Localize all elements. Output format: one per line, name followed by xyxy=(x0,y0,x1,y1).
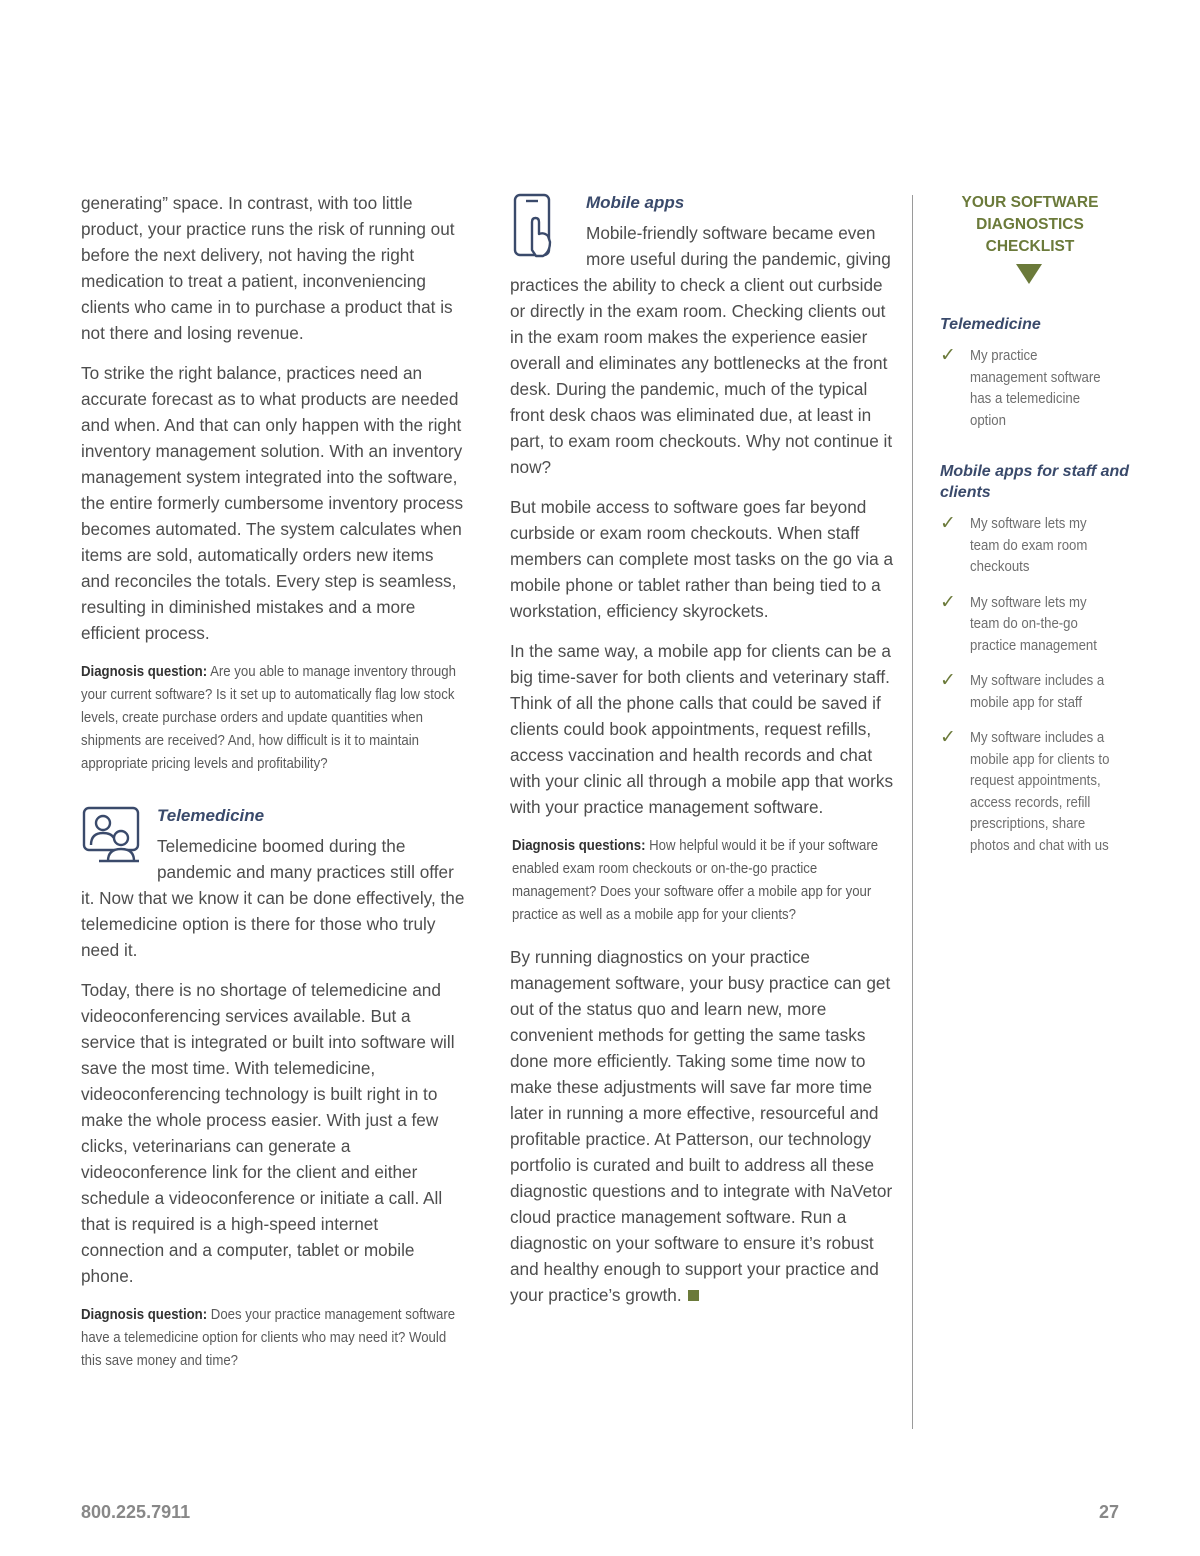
checklist-title-line: YOUR SOFTWARE xyxy=(961,194,1099,211)
inventory-paragraph-2: To strike the right balance, practices need an accurate forecast as to what products are needed and when. And that can only happen with the right inventory management solution. With an inventory management system integrated into the software, the entire formerly cumbersome inventory process becomes automated. The system calculates when items are sold, automatically orders new items and reconciles the totals. Every step is seamless, resulting in diminished mistakes and a more efficient process. xyxy=(81,363,464,643)
mobile-phone-icon xyxy=(510,192,572,262)
checklist-item xyxy=(940,513,1130,578)
diagnostics-checklist-sidebar xyxy=(940,190,1130,876)
diagnosis-text: Are you able to manage inventory through your current software? Is it set up to automatically flag low stock levels, create purchase orders and update quantities when shipments are received? And, how difficult is it to maintain appropriate pricing levels and profitability? xyxy=(81,663,456,772)
checkmark-icon: ✓ xyxy=(940,727,956,748)
checklist-item-text: My software includes a mobile app for clients to request appointments, access records, refill prescriptions, share photos and chat with us xyxy=(970,729,1110,854)
checklist-item xyxy=(940,592,1130,657)
inventory-diagnosis-question xyxy=(81,660,464,775)
checklist-item xyxy=(940,345,1130,431)
mobile-apps-section xyxy=(510,190,895,480)
checkmark-icon: ✓ xyxy=(940,345,956,366)
telemedicine-heading: Telemedicine xyxy=(157,806,265,825)
client-app-paragraph: In the same way, a mobile app for clients can be a big time-saver for both clients and veterinary staff. Think of all the phone calls that could be saved if clients could book appointments, request refills, access vaccination and health records and chat with your clinic all through a mobile app that works with your practice management software. xyxy=(510,641,894,817)
checklist-group-telemedicine xyxy=(940,314,1130,431)
checklist-title-line: CHECKLIST xyxy=(985,238,1075,255)
checklist-group-heading: Mobile apps for staff and clients xyxy=(940,463,1130,501)
column-divider xyxy=(912,195,913,1429)
page-number: 27 xyxy=(1098,1502,1119,1522)
mobile-apps-heading: Mobile apps xyxy=(586,193,685,212)
left-column xyxy=(81,190,466,1390)
checkmark-icon: ✓ xyxy=(940,670,956,691)
footer-phone-number: 800.225.7911 xyxy=(81,1502,191,1522)
inventory-paragraph-1: generating” space. In contrast, with too little product, your practice runs the risk of running out before the next delivery, not having the right medication to treat a patient, inconveniencing clients who came in to purchase a product that is not there and losing revenue. xyxy=(81,193,455,343)
diagnosis-label: Diagnosis question: xyxy=(81,663,208,680)
mobile-diagnosis-questions xyxy=(512,834,895,926)
telemedicine-paragraph-1: Telemedicine boomed during the pandemic and many practices still offer it. Now that we know it can be done effectively, the telemedicine option is there for those who truly need it. xyxy=(81,836,465,960)
mobile-access-paragraph: But mobile access to software goes far beyond curbside or exam room checkouts. When staff members can complete most tasks on the go via a mobile phone or tablet rather than being tied to a workstation, efficiency skyrockets. xyxy=(510,497,894,621)
end-of-article-mark xyxy=(688,1290,699,1301)
telemedicine-icon xyxy=(81,805,143,867)
checklist-item-text: My software lets my team do exam room checkouts xyxy=(970,515,1088,575)
telemedicine-paragraph-2: Today, there is no shortage of telemedicine and videoconferencing services available. But a service that is integrated or built into software will save the most time. With telemedicine, videoconferencing technology is built right in to make the whole process easier. With just a few clicks, veterinarians can generate a videoconference link for the client and either schedule a videoconference or initiate a call. All that is required is a high-speed internet connection and a computer, tablet or mobile phone. xyxy=(81,980,455,1286)
checklist-item-text: My software includes a mobile app for staff xyxy=(970,672,1105,711)
checklist-group-heading: Telemedicine xyxy=(940,316,1041,333)
checkmark-icon: ✓ xyxy=(940,591,956,613)
diagnosis-text: Does your practice management software have a telemedicine option for clients who may need it? Would this save money and time? xyxy=(81,1306,456,1369)
down-triangle-icon xyxy=(1016,264,1042,284)
checklist-title-line: DIAGNOSTICS xyxy=(976,216,1084,233)
diagnosis-label: Diagnosis question: xyxy=(81,1306,208,1323)
conclusion-paragraph xyxy=(510,944,895,1308)
checklist-title xyxy=(940,192,1130,258)
middle-column xyxy=(510,190,895,1322)
checklist-item-text: My practice management software has a telemedicine option xyxy=(970,347,1101,429)
checklist-item xyxy=(940,670,1130,713)
checklist-item xyxy=(940,727,1130,856)
checkmark-icon: ✓ xyxy=(940,513,956,534)
checklist-group-mobile-apps xyxy=(940,461,1130,856)
diagnosis-text: How helpful would it be if your software enabled exam room checkouts or on-the-go practice management? Does your software offer a mobile app for your practice as well as a mobile app for your clients? xyxy=(512,837,879,923)
checklist-item-text: My software lets my team do on-the-go practice management xyxy=(970,593,1097,654)
telemedicine-section xyxy=(81,803,466,963)
conclusion-text: By running diagnostics on your practice management software, your busy practice can get out of the status quo and learn new, more convenient methods for getting the same tasks done more efficiently. Taking some time now to make these adjustments will save far more time later in running a more effective, resourceful and profitable practice. At Patterson, our technology portfolio is curated and built to address all these diagnostic questions and to integrate with NaVetor cloud practice management software. Run a diagnostic on your software to ensure it’s robust and healthy enough to support your practice and your practice’s growth. xyxy=(510,947,893,1305)
mobile-apps-paragraph-1: Mobile-friendly software became even more useful during the pandemic, giving practices the ability to check a client out curbside or directly in the exam room. Checking clients out in the exam room makes the experience easier overall and eliminates any bottlenecks at the front desk. During the pandemic, much of the typical front desk chaos was eliminated due, at least in part, to exam room checkouts. Why not continue it now? xyxy=(510,223,893,477)
telemedicine-diagnosis-question xyxy=(81,1303,464,1372)
diagnosis-label: Diagnosis questions: xyxy=(512,837,646,854)
